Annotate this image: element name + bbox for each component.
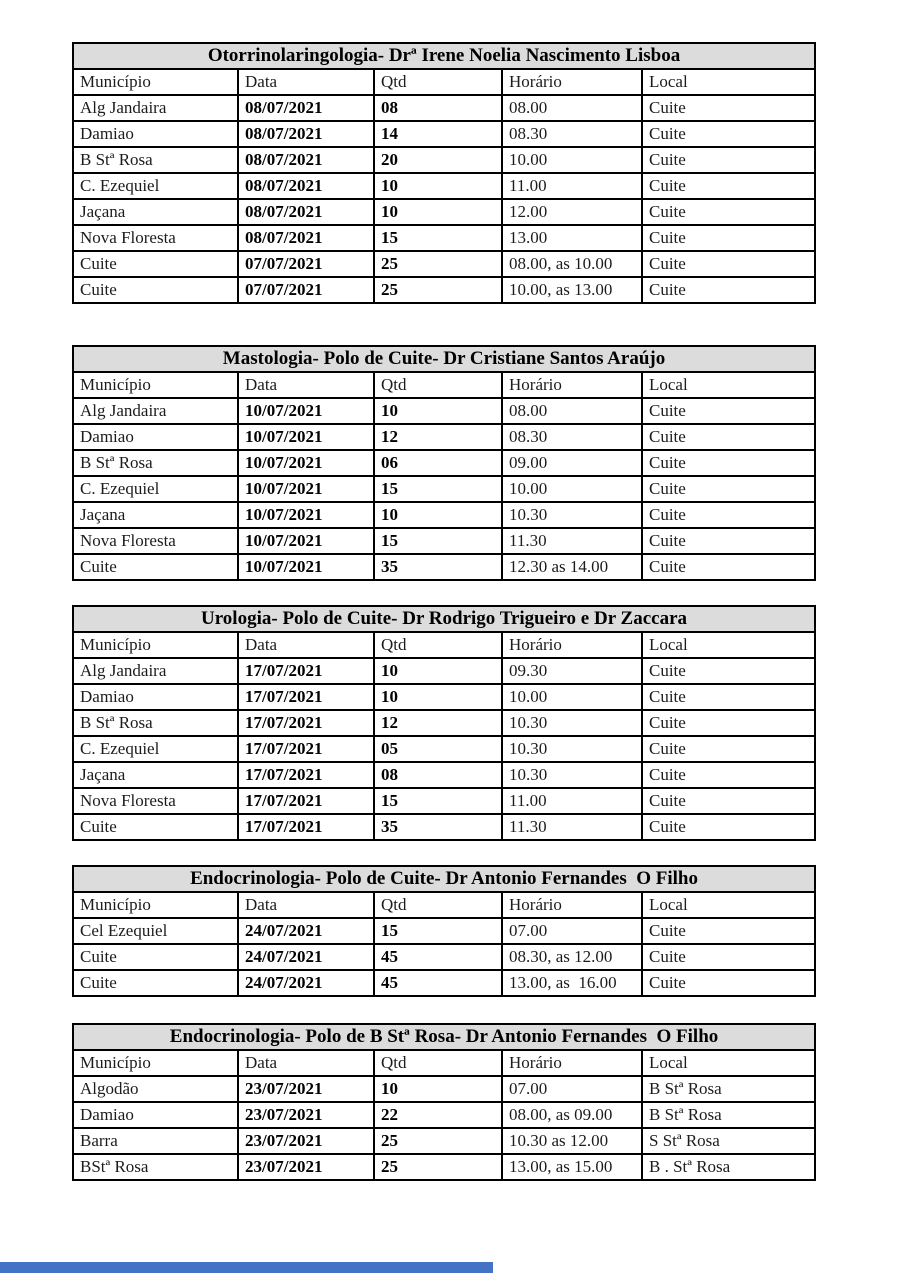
table-cell: Jaçana — [73, 199, 238, 225]
table-cell: 08/07/2021 — [238, 199, 374, 225]
table-cell: Nova Floresta — [73, 528, 238, 554]
table-cell: Cuite — [642, 450, 815, 476]
schedule-table — [72, 1023, 816, 1181]
table-cell: 08.00, as 09.00 — [502, 1102, 642, 1128]
table-cell: 23/07/2021 — [238, 1076, 374, 1102]
table-cell: B Stª Rosa — [73, 450, 238, 476]
table-cell: B Stª Rosa — [73, 147, 238, 173]
column-header: Data — [238, 69, 374, 95]
table-cell: Cuite — [642, 398, 815, 424]
table-cell: Damiao — [73, 1102, 238, 1128]
table-cell: 12 — [374, 424, 502, 450]
table-cell: Nova Floresta — [73, 788, 238, 814]
table-cell: 07.00 — [502, 1076, 642, 1102]
table-cell: 08 — [374, 762, 502, 788]
table-cell: 11.30 — [502, 814, 642, 840]
table-title-row — [73, 866, 815, 892]
table-row — [73, 502, 815, 528]
table-cell: 08.30 — [502, 424, 642, 450]
table-cell: 17/07/2021 — [238, 788, 374, 814]
table-cell: 22 — [374, 1102, 502, 1128]
table-cell: 07.00 — [502, 918, 642, 944]
table-cell: 05 — [374, 736, 502, 762]
schedule-table — [72, 605, 816, 841]
column-header: Local — [642, 632, 815, 658]
table-cell: Cuite — [642, 970, 815, 996]
column-header: Data — [238, 372, 374, 398]
table-cell: Cuite — [642, 251, 815, 277]
table-cell: Cuite — [642, 762, 815, 788]
table-cell: Cuite — [73, 814, 238, 840]
table-cell: 10.30 as 12.00 — [502, 1128, 642, 1154]
table-row — [73, 147, 815, 173]
table-row — [73, 1102, 815, 1128]
table-cell: 08.00 — [502, 398, 642, 424]
table-cell: 35 — [374, 814, 502, 840]
table-cell: 10 — [374, 658, 502, 684]
table-title-row — [73, 346, 815, 372]
table-title: Urologia- Polo de Cuite- Dr Rodrigo Trigueiro e Dr Zaccara — [73, 606, 815, 632]
column-header: Data — [238, 632, 374, 658]
table-cell: B Stª Rosa — [642, 1076, 815, 1102]
table-cell: Damiao — [73, 121, 238, 147]
table-cell: Algodão — [73, 1076, 238, 1102]
column-header: Horário — [502, 372, 642, 398]
table-cell: Cuite — [642, 736, 815, 762]
table-cell: 23/07/2021 — [238, 1128, 374, 1154]
table-cell: Cuite — [642, 173, 815, 199]
table-cell: 12 — [374, 710, 502, 736]
table-cell: 13.00 — [502, 225, 642, 251]
table-row — [73, 95, 815, 121]
table-cell: 23/07/2021 — [238, 1102, 374, 1128]
column-header: Local — [642, 69, 815, 95]
table-title: Endocrinologia- Polo de Cuite- Dr Antonio Fernandes O Filho — [73, 866, 815, 892]
table-cell: Cuite — [642, 199, 815, 225]
table-cell: Nova Floresta — [73, 225, 238, 251]
table-row — [73, 251, 815, 277]
table-cell: Alg Jandaira — [73, 398, 238, 424]
table-cell: 25 — [374, 251, 502, 277]
table-row — [73, 476, 815, 502]
table-cell: 08.00 — [502, 95, 642, 121]
table-title-row — [73, 1024, 815, 1050]
table-cell: Cuite — [642, 814, 815, 840]
table-cell: 10.30 — [502, 762, 642, 788]
column-header-row — [73, 69, 815, 95]
table-cell: 45 — [374, 944, 502, 970]
table-cell: 10/07/2021 — [238, 528, 374, 554]
table-cell: B Stª Rosa — [73, 710, 238, 736]
table-cell: Jaçana — [73, 762, 238, 788]
table-cell: 10 — [374, 398, 502, 424]
table-row — [73, 121, 815, 147]
table-cell: C. Ezequiel — [73, 173, 238, 199]
column-header: Município — [73, 632, 238, 658]
schedule-table — [72, 865, 816, 997]
table-row — [73, 199, 815, 225]
column-header: Município — [73, 372, 238, 398]
table-cell: B Stª Rosa — [642, 1102, 815, 1128]
table-cell: Cuite — [73, 277, 238, 303]
table-cell: Alg Jandaira — [73, 95, 238, 121]
table-cell: Alg Jandaira — [73, 658, 238, 684]
table-row — [73, 277, 815, 303]
table-cell: Cuite — [73, 944, 238, 970]
table-row — [73, 970, 815, 996]
table-cell: 10/07/2021 — [238, 502, 374, 528]
table-cell: Barra — [73, 1128, 238, 1154]
table-cell: 24/07/2021 — [238, 944, 374, 970]
table-cell: 10.00 — [502, 147, 642, 173]
schedule-table — [72, 345, 816, 581]
table-cell: 10/07/2021 — [238, 450, 374, 476]
column-header-row — [73, 892, 815, 918]
column-header: Horário — [502, 632, 642, 658]
table-cell: 15 — [374, 918, 502, 944]
table-row — [73, 528, 815, 554]
table-cell: 10/07/2021 — [238, 476, 374, 502]
table-cell: 45 — [374, 970, 502, 996]
table-cell: 12.30 as 14.00 — [502, 554, 642, 580]
table-cell: 24/07/2021 — [238, 918, 374, 944]
table-cell: 10 — [374, 173, 502, 199]
table-cell: 17/07/2021 — [238, 684, 374, 710]
table-title: Mastologia- Polo de Cuite- Dr Cristiane Santos Araújo — [73, 346, 815, 372]
table-row — [73, 173, 815, 199]
table-cell: 10 — [374, 1076, 502, 1102]
table-title-row — [73, 43, 815, 69]
table-cell: C. Ezequiel — [73, 736, 238, 762]
column-header: Município — [73, 69, 238, 95]
table-cell: 10 — [374, 684, 502, 710]
column-header-row — [73, 632, 815, 658]
column-header: Município — [73, 892, 238, 918]
table-cell: 07/07/2021 — [238, 277, 374, 303]
table-cell: 23/07/2021 — [238, 1154, 374, 1180]
table-cell: Cuite — [73, 970, 238, 996]
table-cell: 12.00 — [502, 199, 642, 225]
column-header: Local — [642, 372, 815, 398]
column-header: Horário — [502, 1050, 642, 1076]
table-cell: BStª Rosa — [73, 1154, 238, 1180]
table-cell: 20 — [374, 147, 502, 173]
table-row — [73, 424, 815, 450]
table-cell: 13.00, as 15.00 — [502, 1154, 642, 1180]
table-cell: 11.30 — [502, 528, 642, 554]
table-row — [73, 450, 815, 476]
table-cell: 08 — [374, 95, 502, 121]
table-cell: 08.30 — [502, 121, 642, 147]
table-cell: 10 — [374, 502, 502, 528]
table-row — [73, 554, 815, 580]
table-cell: Cuite — [642, 95, 815, 121]
column-header-row — [73, 1050, 815, 1076]
table-cell: 08.30, as 12.00 — [502, 944, 642, 970]
table-row — [73, 944, 815, 970]
table-cell: 24/07/2021 — [238, 970, 374, 996]
table-cell: Cuite — [642, 502, 815, 528]
schedule-table — [72, 42, 816, 304]
table-cell: Cuite — [642, 225, 815, 251]
table-row — [73, 918, 815, 944]
table-cell: S Stª Rosa — [642, 1128, 815, 1154]
table-row — [73, 1128, 815, 1154]
table-cell: 35 — [374, 554, 502, 580]
table-cell: 25 — [374, 277, 502, 303]
column-header: Qtd — [374, 69, 502, 95]
table-cell: 09.30 — [502, 658, 642, 684]
table-cell: 08/07/2021 — [238, 147, 374, 173]
table-cell: Cuite — [642, 147, 815, 173]
table-row — [73, 225, 815, 251]
table-cell: 06 — [374, 450, 502, 476]
table-cell: 15 — [374, 528, 502, 554]
column-header: Qtd — [374, 632, 502, 658]
table-cell: C. Ezequiel — [73, 476, 238, 502]
table-cell: 15 — [374, 225, 502, 251]
column-header: Horário — [502, 892, 642, 918]
table-cell: 10/07/2021 — [238, 554, 374, 580]
table-cell: 07/07/2021 — [238, 251, 374, 277]
table-cell: B . Stª Rosa — [642, 1154, 815, 1180]
table-cell: Cuite — [73, 251, 238, 277]
table-cell: Jaçana — [73, 502, 238, 528]
table-cell: 09.00 — [502, 450, 642, 476]
table-title-row — [73, 606, 815, 632]
table-cell: Cuite — [642, 528, 815, 554]
table-cell: 17/07/2021 — [238, 710, 374, 736]
table-cell: Cel Ezequiel — [73, 918, 238, 944]
column-header: Data — [238, 892, 374, 918]
bottom-blue-bar — [0, 1262, 493, 1273]
table-cell: 14 — [374, 121, 502, 147]
table-cell: 25 — [374, 1154, 502, 1180]
column-header: Data — [238, 1050, 374, 1076]
table-title: Endocrinologia- Polo de B Stª Rosa- Dr Antonio Fernandes O Filho — [73, 1024, 815, 1050]
table-cell: 10 — [374, 199, 502, 225]
table-cell: 25 — [374, 1128, 502, 1154]
table-cell: Cuite — [642, 424, 815, 450]
table-cell: 10.00 — [502, 476, 642, 502]
table-cell: 17/07/2021 — [238, 736, 374, 762]
table-cell: Cuite — [642, 944, 815, 970]
table-cell: 08/07/2021 — [238, 95, 374, 121]
table-row — [73, 762, 815, 788]
table-row — [73, 398, 815, 424]
table-cell: Damiao — [73, 684, 238, 710]
table-cell: Cuite — [642, 788, 815, 814]
table-cell: Cuite — [642, 476, 815, 502]
table-cell: Cuite — [73, 554, 238, 580]
table-cell: Cuite — [642, 658, 815, 684]
column-header: Qtd — [374, 1050, 502, 1076]
table-row — [73, 736, 815, 762]
column-header: Horário — [502, 69, 642, 95]
table-cell: Cuite — [642, 710, 815, 736]
column-header: Qtd — [374, 372, 502, 398]
table-row — [73, 1076, 815, 1102]
table-cell: 08/07/2021 — [238, 225, 374, 251]
table-row — [73, 684, 815, 710]
column-header: Local — [642, 1050, 815, 1076]
table-row — [73, 814, 815, 840]
table-cell: 10/07/2021 — [238, 398, 374, 424]
table-cell: 17/07/2021 — [238, 762, 374, 788]
table-cell: 10.30 — [502, 710, 642, 736]
table-cell: 08.00, as 10.00 — [502, 251, 642, 277]
table-cell: 10.00 — [502, 684, 642, 710]
table-row — [73, 788, 815, 814]
table-cell: Cuite — [642, 684, 815, 710]
table-cell: Cuite — [642, 918, 815, 944]
table-row — [73, 1154, 815, 1180]
table-row — [73, 710, 815, 736]
table-cell: 17/07/2021 — [238, 658, 374, 684]
column-header: Qtd — [374, 892, 502, 918]
column-header-row — [73, 372, 815, 398]
column-header: Município — [73, 1050, 238, 1076]
table-cell: 10.30 — [502, 502, 642, 528]
table-cell: 15 — [374, 476, 502, 502]
table-cell: 15 — [374, 788, 502, 814]
table-cell: Cuite — [642, 121, 815, 147]
table-cell: 10.00, as 13.00 — [502, 277, 642, 303]
column-header: Local — [642, 892, 815, 918]
table-cell: 08/07/2021 — [238, 173, 374, 199]
table-cell: 13.00, as 16.00 — [502, 970, 642, 996]
table-cell: 11.00 — [502, 788, 642, 814]
table-row — [73, 658, 815, 684]
table-cell: Cuite — [642, 277, 815, 303]
table-cell: 10.30 — [502, 736, 642, 762]
table-cell: 17/07/2021 — [238, 814, 374, 840]
table-cell: Cuite — [642, 554, 815, 580]
table-cell: Damiao — [73, 424, 238, 450]
table-title: Otorrinolaringologia- Drª Irene Noelia Nascimento Lisboa — [73, 43, 815, 69]
table-cell: 08/07/2021 — [238, 121, 374, 147]
table-cell: 10/07/2021 — [238, 424, 374, 450]
table-cell: 11.00 — [502, 173, 642, 199]
